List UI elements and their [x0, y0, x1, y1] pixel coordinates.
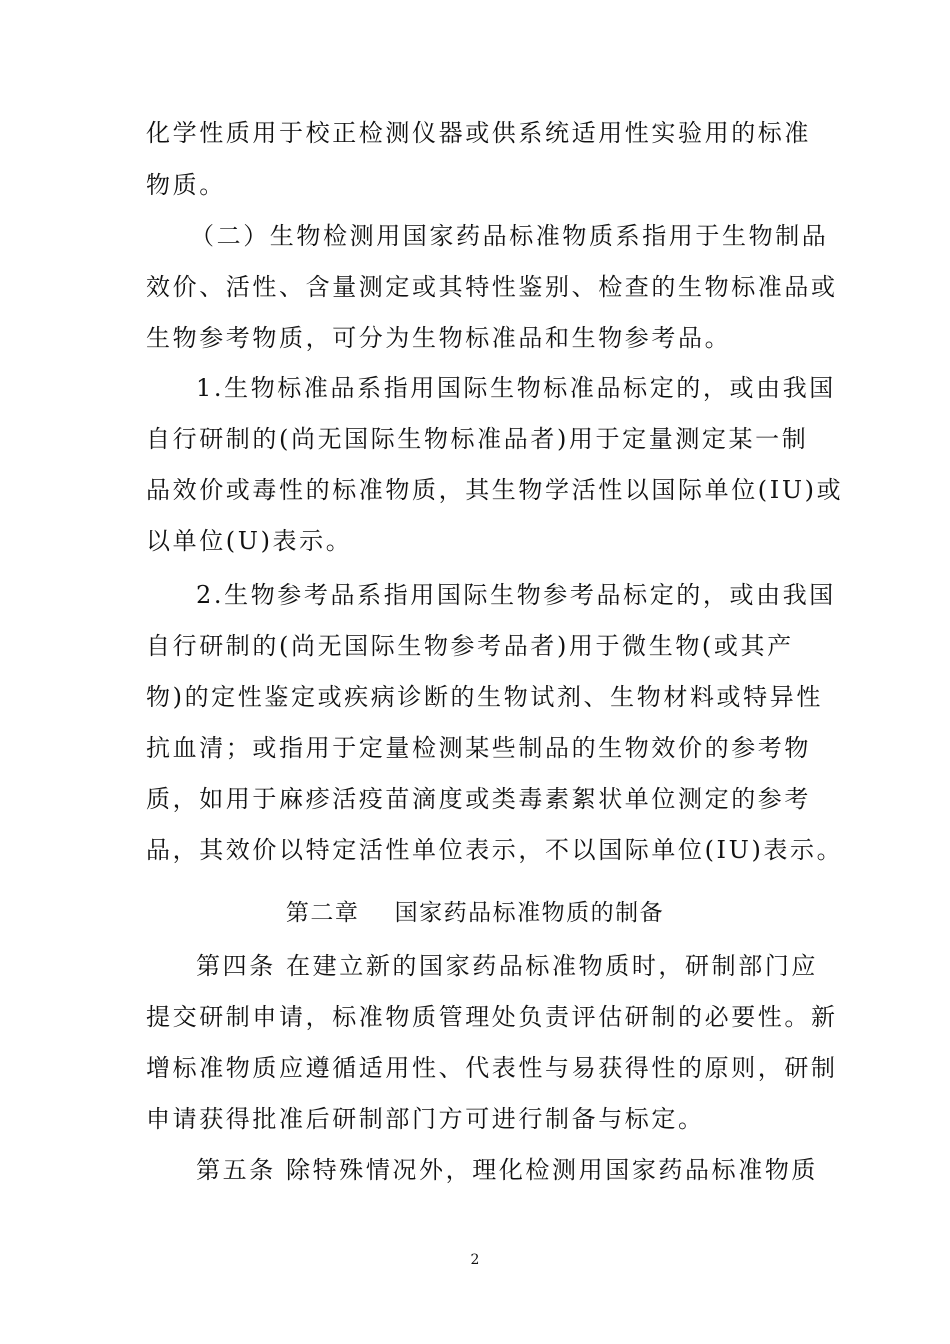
text-line: 物质。 [146, 171, 226, 199]
text-line: 效价、活性、含量测定或其特性鉴别、检查的生物标准品或 [146, 273, 838, 301]
text-line: 生物参考物质，可分为生物标准品和生物参考品。 [146, 324, 732, 352]
text-line: 品效价或毒性的标准物质，其生物学活性以国际单位(IU)或 [146, 476, 844, 504]
text-line: 质，如用于麻疹活疫苗滴度或类毒素絮状单位测定的参考 [146, 785, 811, 813]
text-line: 自行研制的(尚无国际生物参考品者)用于微生物(或其产 [146, 632, 794, 660]
text-line: 1.生物标准品系指用国际生物标准品标定的，或由我国 [196, 374, 836, 402]
text-line: （二）生物检测用国家药品标准物质系指用于生物制品 [190, 222, 829, 250]
text-line: 第五条 除特殊情况外，理化检测用国家药品标准物质 [196, 1156, 819, 1184]
text-line: 物)的定性鉴定或疾病诊断的生物试剂、生物材料或特异性 [146, 683, 823, 711]
page-number: 2 [470, 1252, 480, 1268]
text-line: 化学性质用于校正检测仪器或供系统适用性实验用的标准 [146, 119, 811, 147]
text-line: 申请获得批准后研制部门方可进行制备与标定。 [146, 1105, 705, 1133]
text-line: 提交研制申请，标准物质管理处负责评估研制的必要性。新 [146, 1003, 838, 1031]
text-line: 品，其效价以特定活性单位表示，不以国际单位(IU)表示。 [146, 836, 844, 864]
text-line: 自行研制的(尚无国际生物标准品者)用于定量测定某一制 [146, 425, 809, 453]
text-line: 第四条 在建立新的国家药品标准物质时，研制部门应 [196, 952, 819, 980]
chapter-heading: 第二章 国家药品标准物质的制备 [285, 900, 665, 926]
text-line: 增标准物质应遵循适用性、代表性与易获得性的原则，研制 [146, 1054, 838, 1082]
text-line: 以单位(U)表示。 [146, 527, 353, 555]
text-line: 抗血清；或指用于定量检测某些制品的生物效价的参考物 [146, 734, 811, 762]
text-line: 2.生物参考品系指用国际生物参考品标定的，或由我国 [196, 581, 836, 609]
